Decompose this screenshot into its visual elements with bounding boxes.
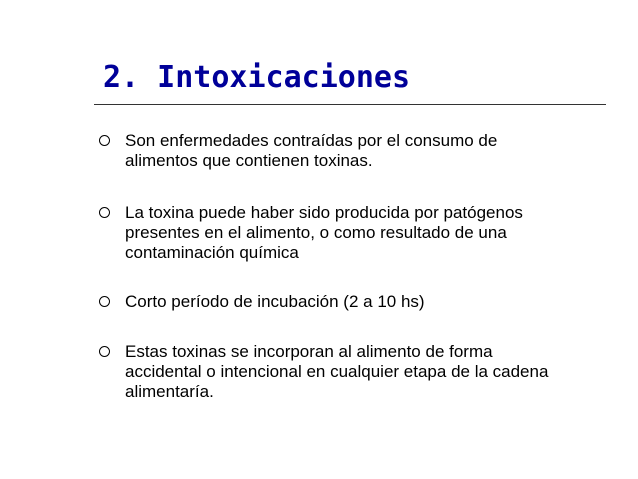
bullet-line: Son enfermedades contraídas por el consumo de — [125, 131, 498, 150]
bullet-text — [125, 203, 605, 263]
bullet-line: La toxina puede haber sido producida por patógenos — [125, 203, 523, 222]
hollow-circle-bullet-icon — [99, 296, 110, 307]
bullet-line: alimentaría. — [125, 382, 214, 401]
hollow-circle-bullet-icon — [99, 207, 110, 218]
hollow-circle-bullet-icon — [99, 346, 110, 357]
title-divider — [94, 104, 606, 105]
bullet-text — [125, 292, 605, 312]
bullet-line: accidental o intencional en cualquier etapa de la cadena — [125, 362, 549, 381]
slide-title: 2. Intoxicaciones — [103, 60, 411, 95]
bullet-text — [125, 131, 605, 171]
hollow-circle-bullet-icon — [99, 135, 110, 146]
bullet-line: Estas toxinas se incorporan al alimento de forma — [125, 342, 493, 361]
bullet-text — [125, 342, 605, 402]
bullet-line: Corto período de incubación (2 a 10 hs) — [125, 292, 425, 311]
bullet-line: presentes en el alimento, o como resultado de una — [125, 223, 507, 242]
bullet-line: contaminación química — [125, 243, 299, 262]
bullet-line: alimentos que contienen toxinas. — [125, 151, 373, 170]
